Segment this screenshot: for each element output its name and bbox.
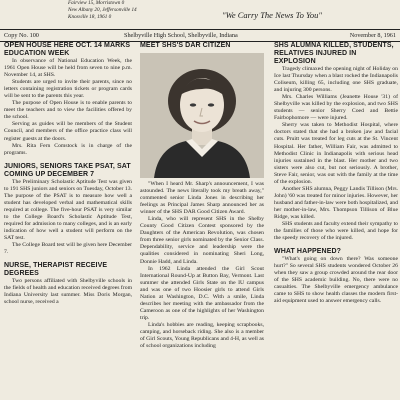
column-center [140,42,264,400]
score-box [68,0,160,20]
masthead-motto: "We Carry The News To You" [222,10,322,20]
article-nurse [4,262,132,306]
portrait-image [140,53,264,178]
headline: MEET SHS'S DAR CITIZEN [140,42,231,49]
headline: JUNIORS, SENIORS TAKE PSAT, SAT COMING UP DECEMBER 7 [4,162,131,178]
masthead [0,0,400,30]
paragraph: Another SHS alumna, Peggy Landis Tillison (Mrs. John) '60 was treated for minor injuries. However, her husband and father-in-law were both hospitalized, and her mother-in-law, Mrs. Thompson Tillison of Blue Ridge, was killed. [274,185,398,220]
paragraph: Linda, who will represent SHS in the Shelby County Good Citizen Contest sponsored by the Daughters of the American Revolution, was chosen from three senior girls nominated by the Senior Class. Dependability, service and leadership were the qualities considered in nominating Sheri Long, Donnie Hadd, and Linda. [140,216,264,265]
paragraph: Students are urged to invite their parents, since no letters containing registration tickets or program cards will be sent to the parents this year. [4,79,132,100]
column-left [4,42,132,400]
copy-number: Copy No. 100 [4,32,39,39]
paragraph: Two persons affiliated with Shelbyville schools in the fields of health and education received degrees from Indiana University last summer. Miss Doris Morgan, school nurse, received a [4,278,132,306]
paragraph: Linda's hobbies are reading, keeping scrapbooks, camping, and horseback riding. She also is a member of Girl Scouts, Young Republicans and 4-H, as well as of school organizations including [140,321,264,350]
article-open-house [4,42,132,157]
score-line: Knoxville 18, 1961 0 [68,13,112,20]
paragraph: Tragedy climaxed the opening night of Holiday on Ice last Thursday when a blast rocked the Indianapolis Coliseum, killing 65, including one SHS graduate, and injuring 300 persons. [274,66,398,94]
article-what-happened [274,248,398,305]
paragraph: Mrs. Rita Fern Comstock is in charge of the programs. [4,142,132,156]
dateline-bar [0,29,400,42]
article-psat [4,163,132,257]
paragraph: The purpose of Open House is to enable parents to meet the teachers and to view the facilities offered by the school. [4,100,132,121]
paragraph: Sherry was taken to Methodist Hospital, where doctors stated that she had a broken jaw and facial cuts. Pruitt was treated for leg cuts at the St. Vincent Hospital. Her father, William Fair, was admitted to Methodist Clinic in Indianapolis with serious head injuries sustained in the blast. Her mother and two sisters were also cut, but not seriously. A brother, Steve Fair, senior, was out with the family at the time of the explosion. [274,122,398,185]
issue-date: November 8, 1961 [349,32,396,39]
paragraph: Serving as guides will be members of the Student Council, and members of the office practice class will register guests at the doors. [4,121,132,142]
school-location: Shelbyville High School, Shelbyville, Indiana [124,32,238,39]
paragraph: SHS students and faculty extend their sympathy to the families of those who were killed, and hope for the speedy recovery of the injured. [274,221,398,242]
headline: SHS ALUMNA KILLED, STUDENTS, RELATIVES INJURED IN EXPLOSION [274,42,394,65]
score-line: Fairview 15, Morristown 0 [68,0,125,6]
headline: WHAT HAPPENED? [274,248,341,256]
paragraph: In observance of National Education Week, the 1961 Open House will be held from seven to nine p.m. November 14, at SHS. [4,58,132,79]
headline: OPEN HOUSE HERE OCT. 14 MARKS EDUCATION WEEK [4,42,131,57]
photo-caption: "When I heard Mr. Sharp's announcement, I was astounded. The news literally took my breath away," commented senior Linda Jones in describing her feelings as Principal James Sharp announced her as winner of the SHS DAR Good Citizen Award. [140,181,264,216]
paragraph: Mrs. Charles Williams (Jeanette House '31) of Shelbyville was killed by the explosion, and two SHS students — senior Sherry Coed and Bettie Fairbophomore — were injured. [274,94,398,122]
article-explosion [274,42,398,242]
paragraph: In 1962 Linda attended the Girl Scout International Round-Up at Button Bay, Vermont. Last summer she attended Girls State on the IU campus and was one of two Hoosier girls to attend Girls Nation at Washington, D.C. With a smile, Linda describes her meeting with the ambassador from the Cameroon as one of the highlights of her Washington trip. [140,265,264,321]
column-right [274,42,398,400]
paragraph: The College Board test will be given here December 7. [4,242,132,256]
score-line: New Albany 20, Jeffersonville 14 [68,6,137,13]
headline: NURSE, THERAPIST RECEIVE DEGREES [4,262,108,278]
paragraph: The Preliminary Scholastic Aptitude Test was given to 191 SHS juniors and seniors on Tuesday, October 13. The purpose of the PSAT is to measure how well a student has developed verbal and mathematical skills required at college. The five-hour PSAT is very similar to the College Board's Scholastic Aptitude Test, required for admission to many colleges, and is an early indication of how well a student will perform on the SAT test. [4,178,132,242]
paragraph: "What's going on down there? Was someone hurt?" So several SHS students wondered October 26 when they saw a group crowded around the rear door of the SHS academic building. No, there were no casualties. The Shelbyville emergency ambulance came to SHS to show health classes the modern first-aid equipment used to answer emergency calls. [274,256,398,305]
portrait-photo [140,53,264,178]
